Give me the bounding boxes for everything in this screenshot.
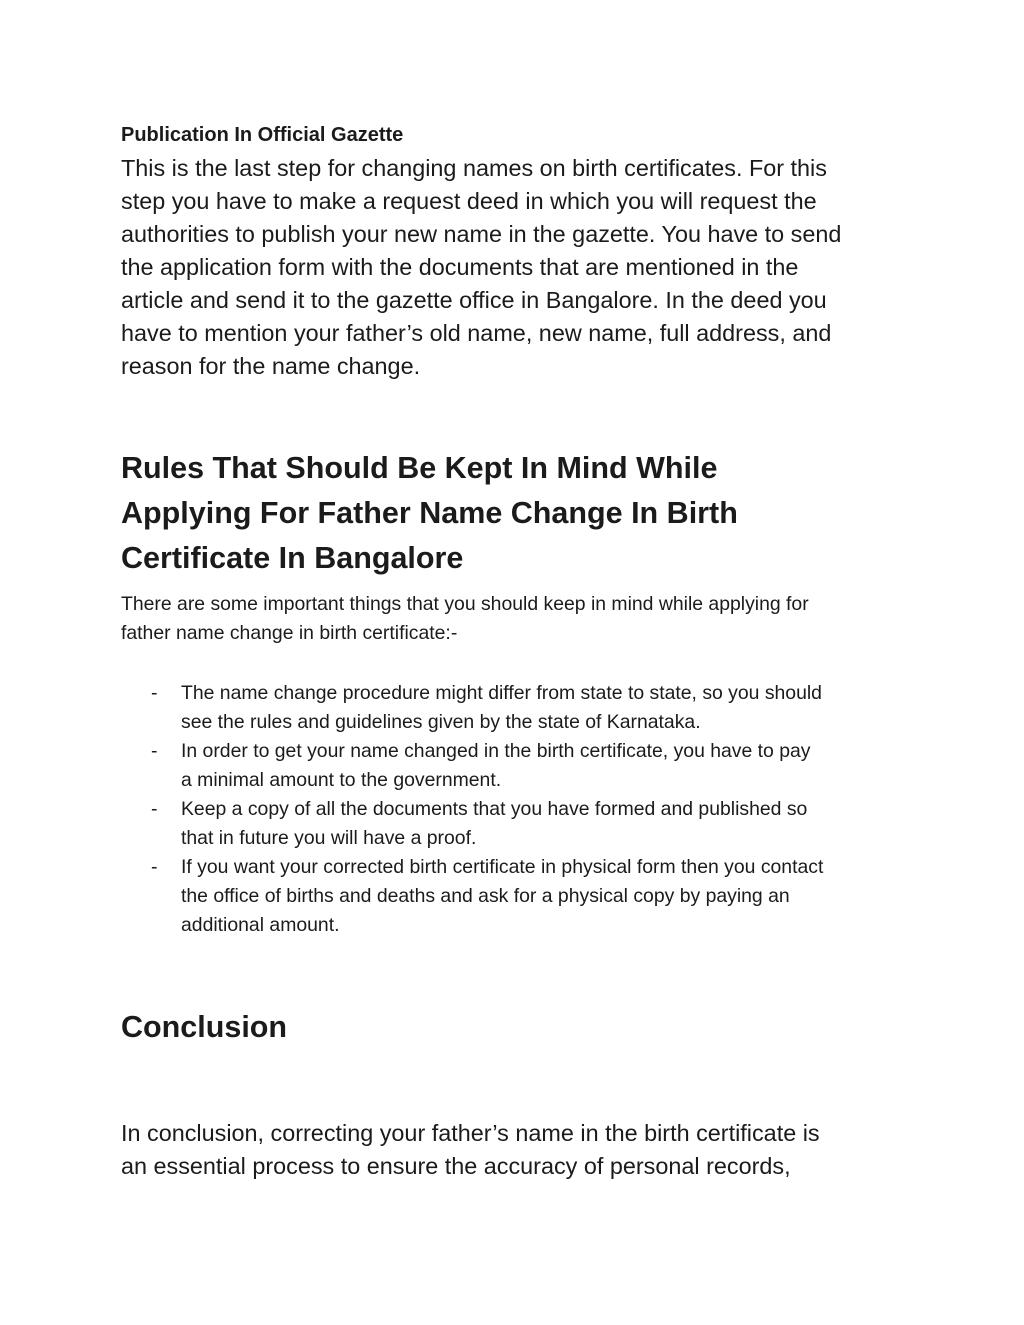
paragraph-line: authorities to publish your new name in the gazette. You have to send [121,221,842,247]
list-item-line: that in future you will have a proof. [181,827,477,849]
section-heading-publication: Publication In Official Gazette [121,124,404,146]
bullet-dash: - [151,740,158,762]
paragraph-line: an essential process to ensure the accuracy of personal records, [121,1153,791,1179]
list-item-line: Keep a copy of all the documents that you have formed and published so [181,798,808,820]
rules-list [121,679,911,940]
list-item-line: the office of births and deaths and ask for a physical copy by paying an [181,885,790,907]
paragraph-line: father name change in birth certificate:- [121,622,458,644]
list-item-line: If you want your corrected birth certificate in physical form then you contact [181,856,824,878]
list-item [121,795,911,853]
rules-intro-paragraph [121,590,911,648]
heading-line: Applying For Father Name Change In Birth [121,496,738,530]
section-heading-conclusion: Conclusion [121,1010,288,1044]
bullet-dash: - [151,856,158,878]
list-item-line: additional amount. [181,914,340,936]
list-item-line: a minimal amount to the government. [181,769,502,791]
publication-paragraph [121,152,911,383]
list-item [121,737,911,795]
paragraph-line: article and send it to the gazette office in Bangalore. In the deed you [121,287,827,313]
paragraph-line: There are some important things that you should keep in mind while applying for [121,593,809,615]
list-item-line: see the rules and guidelines given by the state of Karnataka. [181,711,701,733]
list-item-line: The name change procedure might differ from state to state, so you should [181,682,822,704]
paragraph-line: reason for the name change. [121,353,421,379]
paragraph-line: step you have to make a request deed in which you will request the [121,188,817,214]
paragraph-line: In conclusion, correcting your father’s name in the birth certificate is [121,1120,820,1146]
conclusion-paragraph [121,1117,911,1183]
bullet-dash: - [151,682,158,704]
heading-line: Certificate In Bangalore [121,541,464,575]
section-heading-rules [121,446,911,581]
bullet-dash: - [151,798,158,820]
paragraph-line: have to mention your father’s old name, new name, full address, and [121,320,832,346]
list-item [121,853,911,940]
heading-line: Rules That Should Be Kept In Mind While [121,451,718,485]
paragraph-line: the application form with the documents that are mentioned in the [121,254,799,280]
list-item-line: In order to get your name changed in the birth certificate, you have to pay [181,740,811,762]
paragraph-line: This is the last step for changing names on birth certificates. For this [121,155,827,181]
list-item [121,679,911,737]
